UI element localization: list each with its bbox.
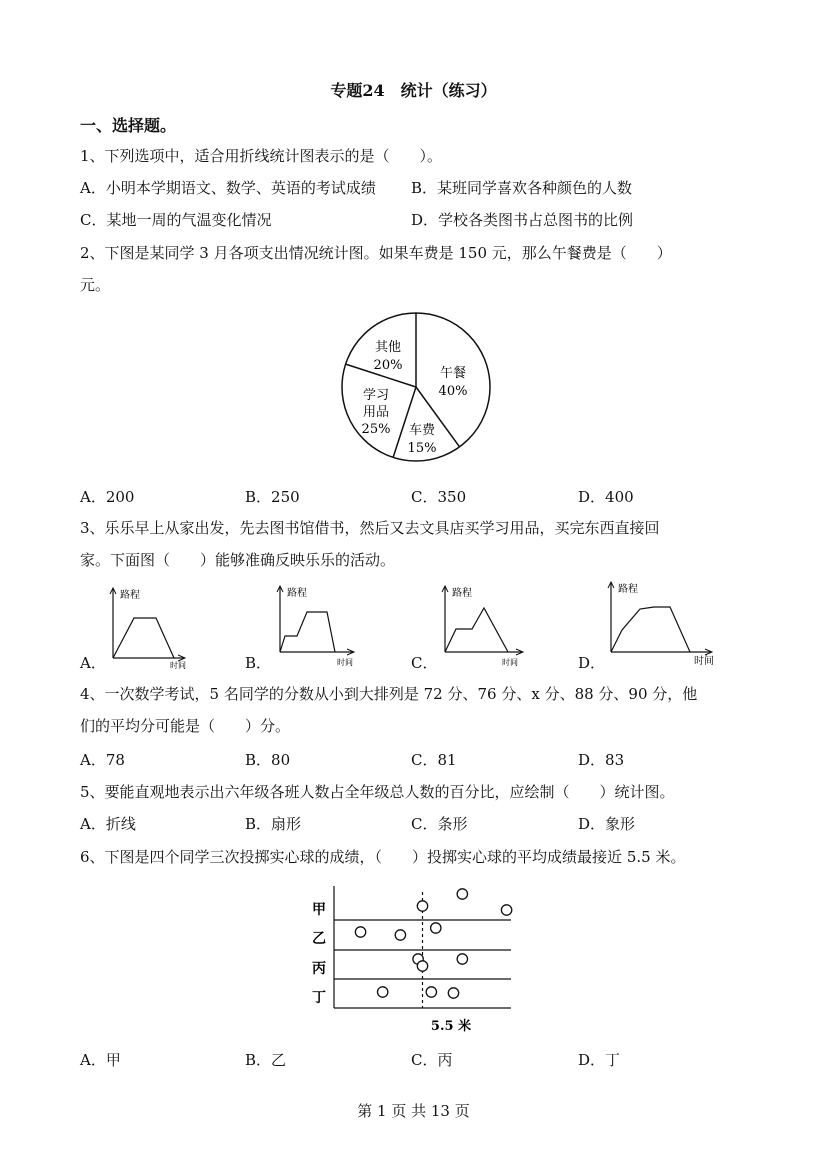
graph-c-line [445,608,508,652]
pie-pct-lunch: 40% [438,384,468,399]
q2-option-d[interactable]: D．400 [578,488,634,506]
throw-point-row1-1 [417,901,427,911]
expense-pie-chart [340,311,492,463]
q5-option-c[interactable]: C．条形 [411,815,468,833]
throw-point-row3-2 [417,961,427,971]
q5-option-a[interactable]: A．折线 [80,815,136,833]
q1-option-c[interactable]: C．某地一周的气温变化情况 [80,211,272,229]
row-label-jia: 甲 [312,902,326,918]
graph-b-y-label: 路程 [287,588,307,599]
pie-label-supplies-2: 用品 [362,405,390,420]
pie-pct-bus: 15% [407,441,437,456]
q4-option-c[interactable]: C．81 [411,751,457,769]
throw-point-row2-2 [395,930,405,940]
q3-option-a[interactable]: A． [80,654,106,672]
q2-option-a[interactable]: A．200 [80,488,135,506]
q2-option-b[interactable]: B．250 [245,488,300,506]
graph-b-line [280,612,335,652]
q6-option-a[interactable]: A．甲 [80,1051,121,1069]
page-footer: 第 1 页 共 13 页 [357,1102,470,1120]
throw-scatter-chart [308,884,523,1034]
row-label-bing: 丙 [312,961,326,977]
q6-option-d[interactable]: D．丁 [578,1051,621,1069]
row-label-yi: 乙 [312,931,326,947]
q5-option-d[interactable]: D．象形 [578,815,636,833]
graph-a-line [113,618,174,658]
q4-option-b[interactable]: B．80 [245,751,291,769]
throw-point-row2-3 [431,923,441,933]
throw-point-row1-2 [457,889,467,899]
q4-option-a[interactable]: A．78 [80,751,125,769]
q3-option-c[interactable]: C． [411,654,438,672]
pie-label-bus: 车费 [408,423,436,438]
pie-pct-supplies: 25% [361,422,391,437]
reference-label: 5.5 米 [430,1019,472,1034]
pie-pct-other: 20% [373,358,403,373]
graph-d-line [611,607,690,652]
q3-graph-c [440,584,526,668]
graph-c-y-label: 路程 [452,588,472,599]
q2-option-c[interactable]: C．350 [411,488,467,506]
q3-option-b[interactable]: B． [245,654,272,672]
throw-point-row4-3 [448,988,458,998]
pie-label-lunch: 午餐 [439,366,467,381]
q1-option-a[interactable]: A．小明本学期语文、数学、英语的考试成绩 [80,179,376,197]
q3-graph-d [606,580,721,668]
section-heading: 一、选择题。 [80,116,177,135]
question-4-stem-cont: 们的平均分可能是（ ）分。 [80,717,291,735]
page-title: 专题24 统计（练习） [330,81,497,100]
graph-a-x-label: 时间 [170,661,186,670]
q1-option-d[interactable]: D．学校各类图书占总图书的比例 [411,211,634,229]
question-1-stem: 1、下列选项中，适合用折线统计图表示的是（ ）。 [80,147,443,165]
throw-point-row3-3 [457,954,467,964]
q6-option-b[interactable]: B．乙 [245,1051,287,1069]
q3-option-d[interactable]: D． [578,654,606,672]
question-4-stem: 4、一次数学考试，5 名同学的分数从小到大排列是 72 分、76 分、x 分、88 分、90 分，他 [80,685,698,703]
throw-point-row4-1 [377,987,387,997]
graph-a-y-label: 路程 [120,590,140,601]
graph-d-x-label: 时间 [694,656,714,667]
question-2-stem: 2、下图是某同学 3 月各项支出情况统计图。如果车费是 150 元，那么午餐费是（ ） [80,244,672,262]
graph-c-x-label: 时间 [502,658,518,667]
question-3-stem: 3、乐乐早上从家出发，先去图书馆借书，然后又去文具店买学习用品，买完东西直接回 [80,519,660,537]
q1-option-b[interactable]: B．某班同学喜欢各种颜色的人数 [411,179,633,197]
question-6-stem: 6、下图是四个同学三次投掷实心球的成绩，（ ）投掷实心球的平均成绩最接近 5.5 米。 [80,848,686,866]
q6-option-c[interactable]: C．丙 [411,1051,453,1069]
graph-b-x-label: 时间 [337,658,353,667]
row-label-ding: 丁 [312,990,326,1006]
pie-label-other: 其他 [374,340,402,355]
q3-graph-b [275,584,357,668]
question-2-stem-cont: 元。 [80,276,111,294]
q5-option-b[interactable]: B．扇形 [245,815,302,833]
throw-point-row1-3 [501,905,511,915]
throw-point-row4-2 [426,987,436,997]
q3-graph-a [108,586,188,668]
graph-d-y-label: 路程 [618,584,638,595]
question-5-stem: 5、要能直观地表示出六年级各班人数占全年级总人数的百分比，应绘制（ ）统计图。 [80,783,675,801]
q4-option-d[interactable]: D．83 [578,751,625,769]
question-3-stem-cont: 家。下面图（ ）能够准确反映乐乐的活动。 [80,551,396,569]
throw-point-row2-1 [355,927,365,937]
pie-label-supplies-1: 学习 [362,388,390,403]
